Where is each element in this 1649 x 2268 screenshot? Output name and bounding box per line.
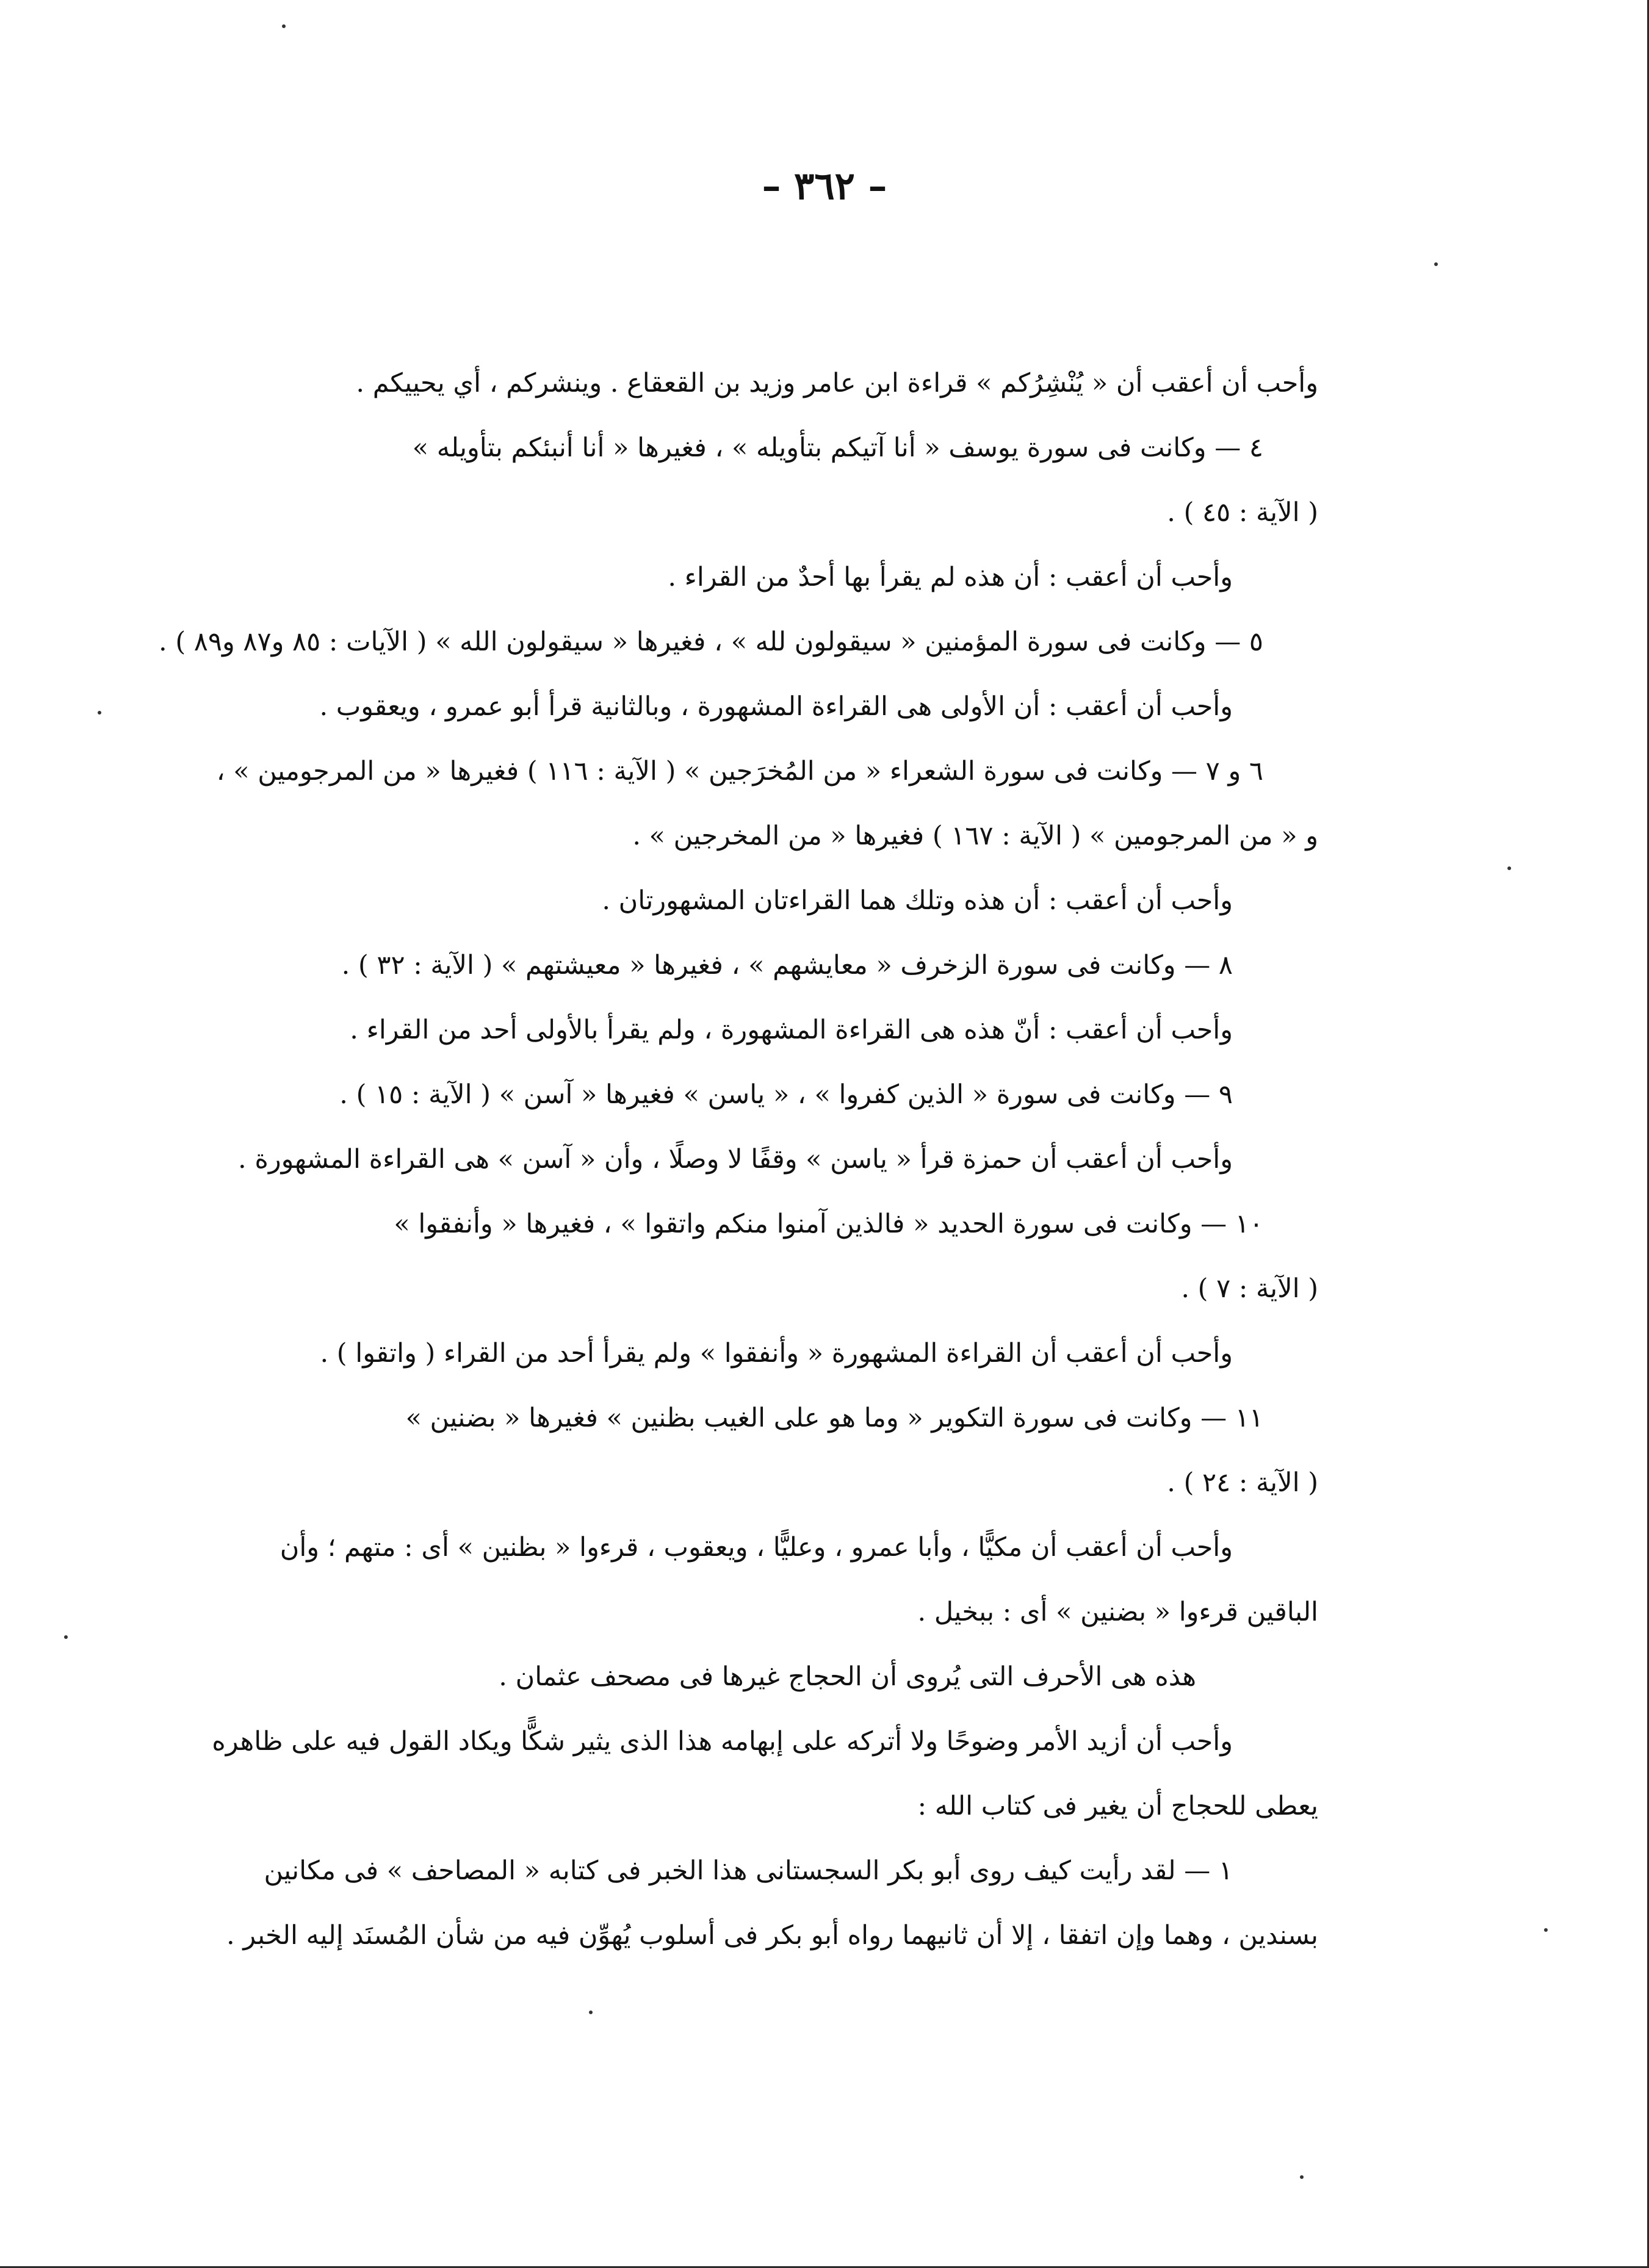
text-line: وأحب أن أعقب أن القراءة المشهورة « وأنفقوا » ولم يقرأ أحد من القراء ( واتقوا ) .	[320, 1338, 1233, 1369]
text-line: ٦ و ٧ — وكانت فى سورة الشعراء « من المُخرَجين » ( الآية : ١١٦ ) فغيرها « من المرجومين » ،	[216, 756, 1263, 787]
text-line: الباقين قرءوا « بضنين » أى : ببخيل .	[917, 1597, 1318, 1627]
text-line: يعطى للحجاج أن يغير فى كتاب الله :	[917, 1791, 1318, 1821]
text-line: وأحب أن أعقب : أن الأولى هى القراءة المشهورة ، وبالثانية قرأ أبو عمرو ، ويعقوب .	[319, 691, 1233, 722]
scan-speck	[282, 24, 286, 28]
text-line: ٥ — وكانت فى سورة المؤمنين « سيقولون لله » ، فغيرها « سيقولون الله » ( الآيات : ٨٥ و٨٧ و٨٩ ) .	[158, 627, 1263, 657]
page-number: – ٣٦٢ –	[762, 164, 887, 208]
text-line: ( الآية : ٤٥ ) .	[1167, 497, 1318, 528]
text-line: وأحب أن أعقب أن مكيًّا ، وأبا عمرو ، وعليًّا ، ويعقوب ، قرءوا « بظنين » أى : متهم ؛ وأن	[280, 1532, 1233, 1563]
text-line: وأحب أن أعقب : أن هذه لم يقرأ بها أحدٌ من القراء .	[668, 562, 1233, 592]
text-line: ٩ — وكانت فى سورة « الذين كفروا » ، « ياسن » فغيرها « آسن » ( الآية : ١٥ ) .	[339, 1079, 1233, 1110]
scan-speck	[64, 1635, 68, 1639]
scan-speck	[1300, 2175, 1304, 2179]
text-line: ٨ — وكانت فى سورة الزخرف « معايشهم » ، فغيرها « معيشتهم » ( الآية : ٣٢ ) .	[341, 950, 1233, 981]
text-line: وأحب أن أعقب : أن هذه وتلك هما القراءتان المشهورتان .	[602, 885, 1233, 916]
scan-speck	[1434, 262, 1438, 266]
text-line: هذه هى الأحرف التى يُروى أن الحجاج غيرها فى مصحف عثمان .	[499, 1661, 1196, 1692]
text-line: ١١ — وكانت فى سورة التكوير « وما هو على الغيب بظنين » فغيرها « بضنين »	[405, 1403, 1263, 1433]
scan-speck	[98, 711, 101, 715]
text-line: ٤ — وكانت فى سورة يوسف « أنا آتيكم بتأويله » ، فغيرها « أنا أنبئكم بتأويله »	[412, 433, 1263, 463]
text-line: ( الآية : ٢٤ ) .	[1167, 1467, 1318, 1498]
body-text	[158, 351, 1318, 1968]
text-line: وأحب أن أعقب : أنّ هذه هى القراءة المشهورة ، ولم يقرأ بالأولى أحد من القراء .	[350, 1015, 1233, 1045]
text-line: و « من المرجومين » ( الآية : ١٦٧ ) فغيرها « من المخرجين » .	[632, 821, 1318, 851]
text-line: ١ — لقد رأيت كيف روى أبو بكر السجستانى هذا الخبر فى كتابه « المصاحف » فى مكانين	[264, 1856, 1233, 1886]
scan-speck	[589, 2011, 593, 2014]
text-line: وأحب أن أعقب أن حمزة قرأ « ياسن » وقفًا لا وصلًا ، وأن « آسن » هى القراءة المشهورة .	[237, 1144, 1233, 1175]
text-line: وأحب أن أعقب أن « يُنْشِرُكم » قراءة ابن عامر وزيد بن القعقاع . وينشركم ، أي يحييكم .	[356, 368, 1318, 398]
scan-speck	[1507, 866, 1511, 870]
text-line: بسندين ، وهما وإن اتفقا ، إلا أن ثانيهما رواه أبو بكر فى أسلوب يُهوِّن فيه من شأن المُسنَد إليه الخبر .	[226, 1920, 1318, 1951]
scan-speck	[1544, 1928, 1548, 1932]
text-line: وأحب أن أزيد الأمر وضوحًا ولا أتركه على إبهامه هذا الذى يثير شكًّا ويكاد القول فيه على ظاهره	[212, 1726, 1233, 1757]
text-line: ( الآية : ٧ ) .	[1181, 1273, 1318, 1304]
text-line: ١٠ — وكانت فى سورة الحديد « فالذين آمنوا منكم واتقوا » ، فغيرها « وأنفقوا »	[394, 1209, 1263, 1239]
